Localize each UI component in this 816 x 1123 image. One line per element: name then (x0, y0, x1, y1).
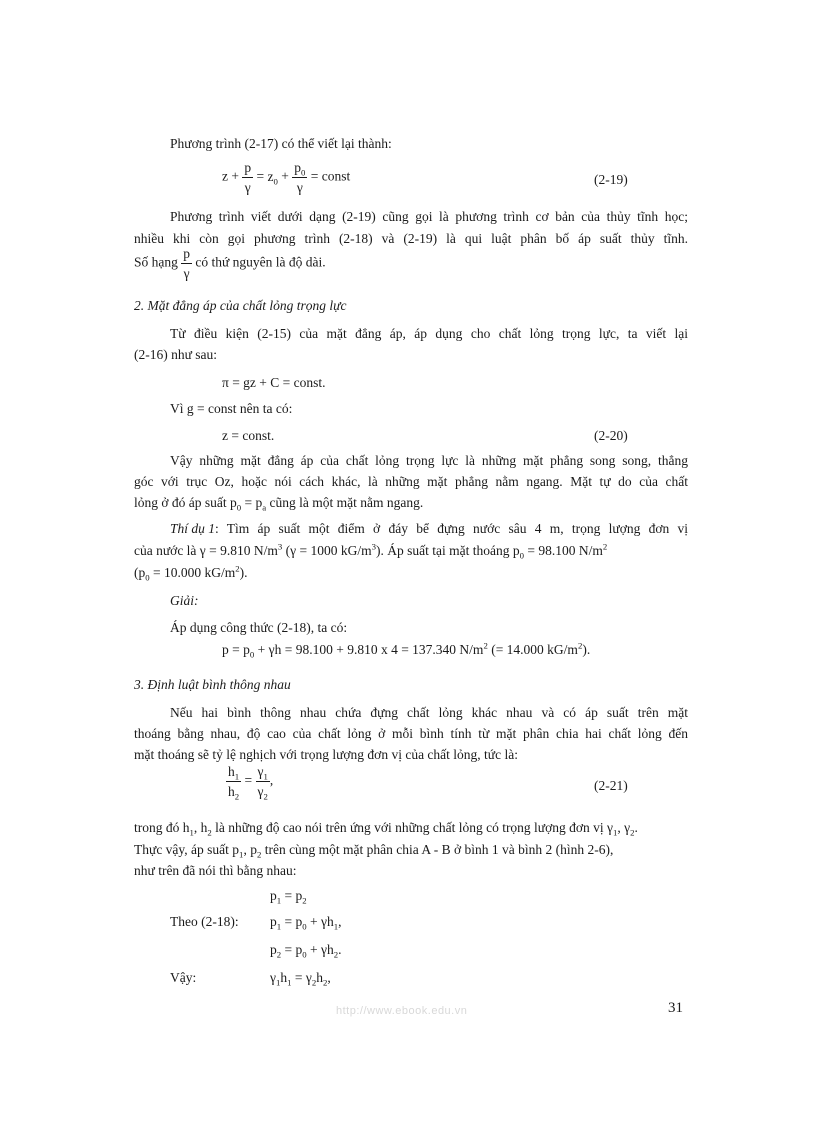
eq-text: = (256, 168, 265, 184)
paragraph-line: Vậy những mặt đẳng áp của chất lỏng trọng lực là những mặt phẳng song song, thẳng (170, 453, 688, 468)
equation-2-21: $\frac{h_1}{h_2}$ = $\frac{\gamma_1}{\gamma_2}$ , (228, 764, 274, 802)
equation-2-20: z = const. (222, 428, 275, 443)
paragraph-line: (2-16) như sau: (134, 347, 218, 362)
fraction-gamma1-over-gamma2: $\frac{\gamma_1}{\gamma_2}$ (257, 764, 268, 802)
equation-line: $p_1 = p_0 + \gamma h_1$, (270, 914, 342, 932)
equation-line: $p_2 = p_0 + \gamma h_2$. (270, 942, 342, 960)
equation-label: Theo (2-18): (170, 914, 239, 929)
fraction-p-over-gamma: $\frac{p}{\gamma}$ (244, 160, 252, 195)
paragraph-line: mặt thoáng sẽ tỷ lệ nghịch với trọng lượng đơn vị của chất lỏng, tức là: (134, 747, 518, 762)
paragraph-line: trong đó $h_1$, $h_2$ là những độ cao nói trên ứng với những chất lỏng có trọng lượng đơn vị $\gamma_1$, $\gamma_2$. (134, 820, 638, 838)
equation-2-19 (222, 161, 350, 194)
example-line: ($p_0 = 10.000$ $kG/m^2$). (134, 563, 248, 583)
paragraph-line: thoáng bằng nhau, độ cao của chất lỏng ở mỗi bình tính từ mặt phân chia hai chất lỏng đến (134, 726, 688, 741)
equation-label: Vậy: (170, 970, 197, 985)
eq-text: $z_0$ (267, 168, 278, 187)
solution-equation: $p = p_0 + \gamma h = 98.100 + 9.810$ x 4 = 137.340 $N/m^2$ (= 14.000 $kG/m^2$). (222, 640, 591, 660)
paragraph-line: lỏng ở đó áp suất $p_0 = p_a$ cũng là một mặt nằm ngang. (134, 495, 424, 513)
paragraph-line: nhiều khi còn gọi phương trình (2-18) và (2-19) là qui luật phân bố áp suất thủy tĩnh. (134, 231, 688, 246)
section-heading: 3. Định luật bình thông nhau (134, 677, 291, 692)
paragraph-line: Thực vậy, áp suất $p_1$, $p_2$ trên cùng một mặt phân chia A - B ở bình 1 và bình 2 (hình 2-6), (134, 842, 614, 860)
eq-text: + (281, 168, 289, 184)
page-number: 31 (668, 1000, 683, 1016)
fraction-p-over-gamma: $\frac{p}{\gamma}$ (183, 246, 190, 281)
paragraph-line: như trên đã nói thì bằng nhau: (134, 863, 297, 878)
equation-line: $p_1 = p_2$ (270, 888, 307, 906)
paragraph-line: Áp dụng công thức (2-18), ta có: (170, 620, 348, 635)
section-heading: 2. Mặt đẳng áp của chất lỏng trọng lực (134, 298, 347, 313)
fraction-h1-over-h2: $\frac{h_1}{h_2}$ (228, 764, 240, 802)
equation-line: $\gamma_1h_1 = \gamma_2h_2$, (270, 970, 331, 988)
paragraph-line: Vì g = const nên ta có: (170, 401, 293, 416)
example-line: Thí dụ 1 : Tìm áp suất một điểm ở đáy bể đựng nước sâu 4 m, trọng lượng đơn vị (170, 521, 688, 536)
intro-line: Phương trình (2-17) có thể viết lại thành: (170, 136, 392, 151)
equation-number: (2-19) (594, 172, 628, 187)
example-label: Thí dụ 1 (170, 521, 216, 536)
eq-text: z + (222, 168, 239, 184)
paragraph-line: Số hạng $\frac{p}{\gamma}$ có thứ nguyên là độ dài. (134, 246, 326, 281)
example-line: của nước là γ = 9.810 $N/m^3$ (γ = 1000 $kG/m^3$). Áp suất tại mặt thoáng $p_0 = 98.100$ $N/m^2$ (134, 541, 608, 561)
equation-number: (2-20) (594, 428, 628, 443)
equation-pi: π = gz + C = const. (222, 375, 326, 390)
solution-label: Giải: (170, 593, 199, 608)
paragraph-line: Phương trình viết dưới dạng (2-19) cũng gọi là phương trình cơ bản của thủy tĩnh học; (170, 209, 688, 224)
watermark: http://www.ebook.edu.vn (336, 1005, 468, 1017)
paragraph-line: góc với trục Oz, hoặc nói cách khác, là những mặt phẳng nằm ngang. Mặt tự do của chất (134, 474, 688, 489)
paragraph-line: Nếu hai bình thông nhau chứa đựng chất lỏng khác nhau và có áp suất trên mặt (170, 705, 688, 720)
paragraph-line: Từ điều kiện (2-15) của mặt đẳng áp, áp dụng cho chất lỏng trọng lực, ta viết lại (170, 326, 688, 341)
equation-number: (2-21) (594, 778, 628, 793)
eq-text: = const (310, 168, 351, 184)
fraction-p0-over-gamma: $\frac{p_0}{\gamma}$ (294, 160, 306, 195)
